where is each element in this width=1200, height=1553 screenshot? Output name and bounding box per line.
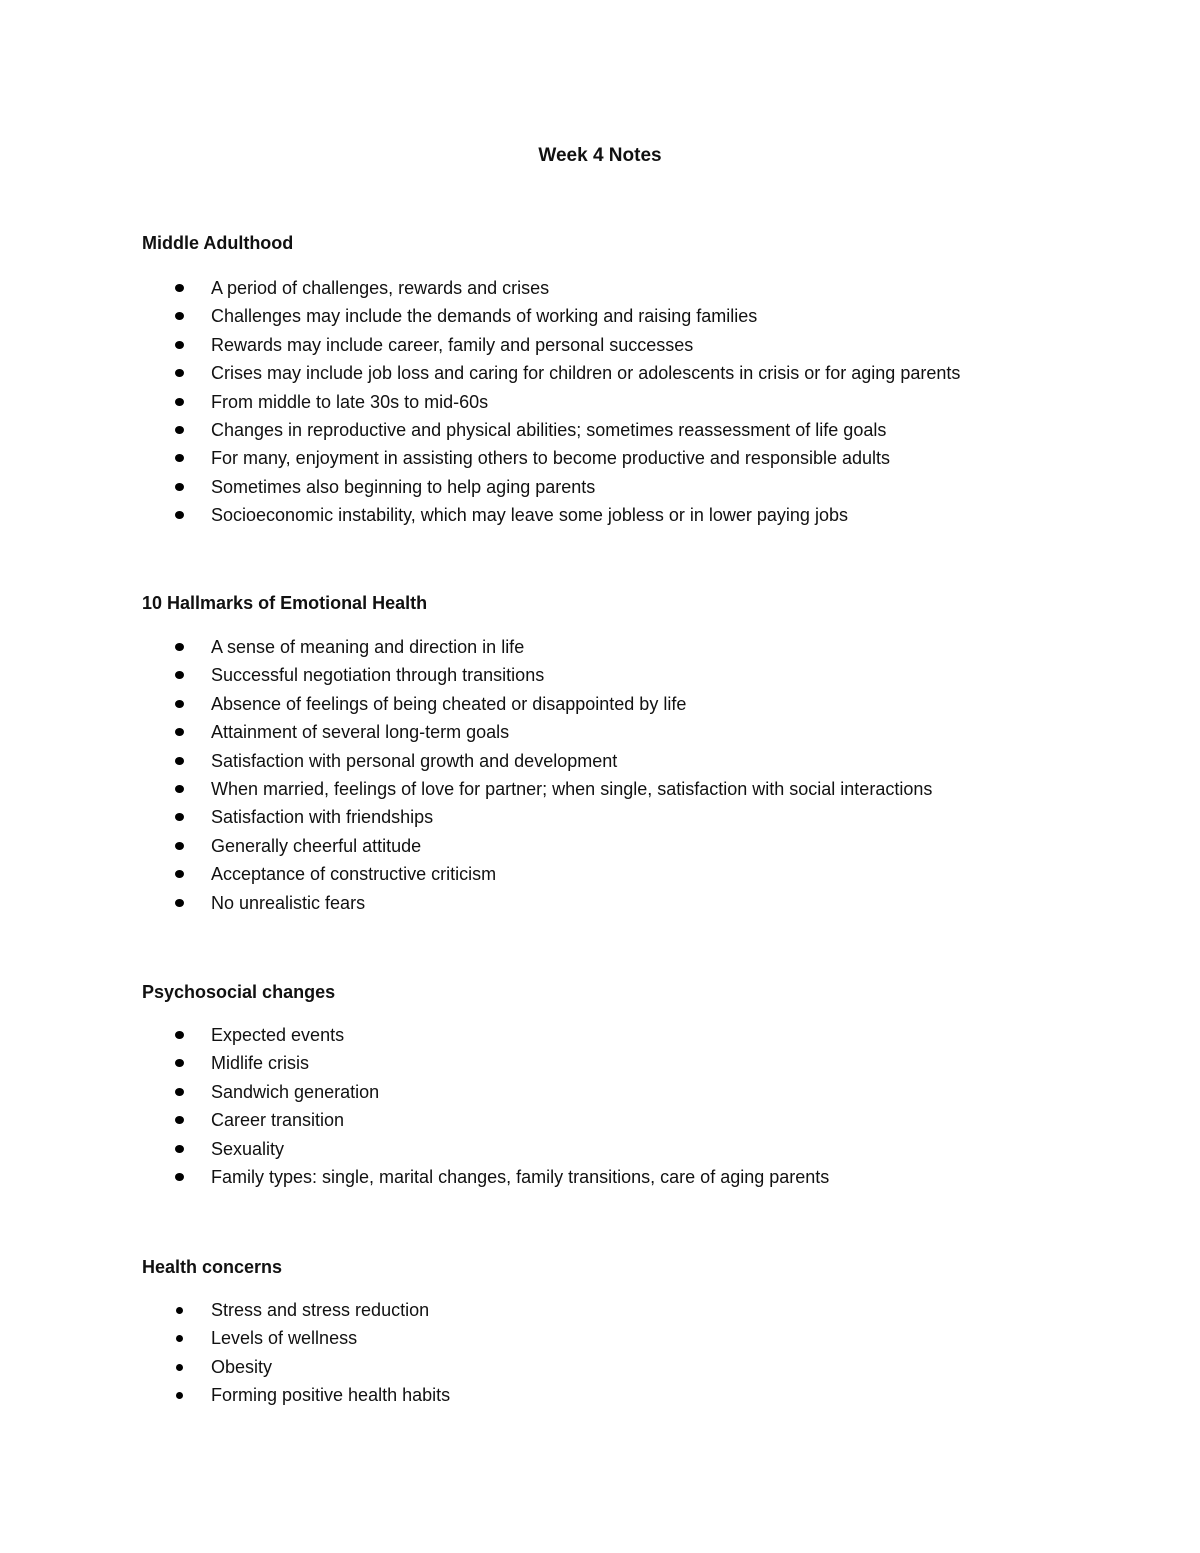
bullet-icon bbox=[175, 728, 184, 736]
bullet-icon bbox=[175, 813, 184, 821]
document-page: Week 4 Notes Middle Adulthood A period of challenges, rewards and crises Challenges may include the demands of working and raising families Rewards may include career, family and personal successes Crises may include job loss and caring for children or adolescents in crisis or for aging parents From middle to late 30s to mid-60s Changes in reproductive and physical abilities; sometimes reassessment of life goals For many, enjoyment in assisting others to become productive and responsible adults Sometimes also beginning to help aging parents Socioeconomic instability, which may leave some jobless or in lower paying jobs 10 Hallmarks of Emotional Health A sense of meaning and direction in life Successful negotiation through transitions Absence of feelings of being cheated or disappointed by life Attainment of several long-term goals Satisfaction with personal growth and development When married, feelings of love for partner; when single, satisfaction with social interactions Satisfaction with friendships Generally cheerful attitude Acceptance of constructive criticism No unrealistic fears Psychosocial changes Expected events Midlife crisis Sandwich generation Career transition Sexuality Family types: single, marital changes, family transitions, care of aging parents Health concerns Stress and stress reduction Levels of wellness Obesity Forming positive health habits bbox=[0, 0, 1200, 1553]
bullet-icon bbox=[176, 1335, 183, 1342]
bullet-icon bbox=[175, 870, 184, 878]
section-heading-psychosocial-changes: Psychosocial changes bbox=[142, 982, 336, 1002]
section-heading-health-concerns: Health concerns bbox=[142, 1257, 283, 1277]
bullet-icon bbox=[175, 842, 184, 850]
bullet-icon bbox=[175, 1116, 184, 1124]
bullet-icon bbox=[175, 643, 184, 651]
bullet-icon bbox=[175, 1173, 184, 1181]
bullet-icon bbox=[175, 1031, 184, 1039]
bullet-icon bbox=[175, 454, 184, 462]
bullet-icon bbox=[175, 369, 184, 377]
page-title: Week 4 Notes bbox=[538, 145, 662, 166]
section-heading-emotional-health: 10 Hallmarks of Emotional Health bbox=[142, 593, 428, 613]
bullet-icon bbox=[175, 785, 184, 793]
bullet-icon bbox=[175, 483, 184, 491]
bullet-icon bbox=[175, 671, 184, 679]
bullet-icon bbox=[175, 511, 184, 519]
bullet-icon bbox=[176, 1307, 183, 1314]
bullet-icon bbox=[175, 312, 184, 320]
bullet-icon bbox=[175, 700, 184, 708]
bullet-icon bbox=[175, 899, 184, 907]
bullet-icon bbox=[175, 284, 184, 292]
bullet-icon bbox=[175, 398, 184, 406]
bullet-icon bbox=[175, 1145, 184, 1153]
bullet-icon bbox=[175, 1059, 184, 1067]
bullet-icon bbox=[176, 1364, 183, 1371]
bullet-icon bbox=[175, 1088, 184, 1096]
bullet-icon bbox=[175, 341, 184, 349]
bullet-icon bbox=[175, 757, 184, 765]
section-heading-middle-adulthood: Middle Adulthood bbox=[142, 233, 294, 253]
bullet-icon bbox=[176, 1392, 183, 1399]
bullet-icon bbox=[175, 426, 184, 434]
